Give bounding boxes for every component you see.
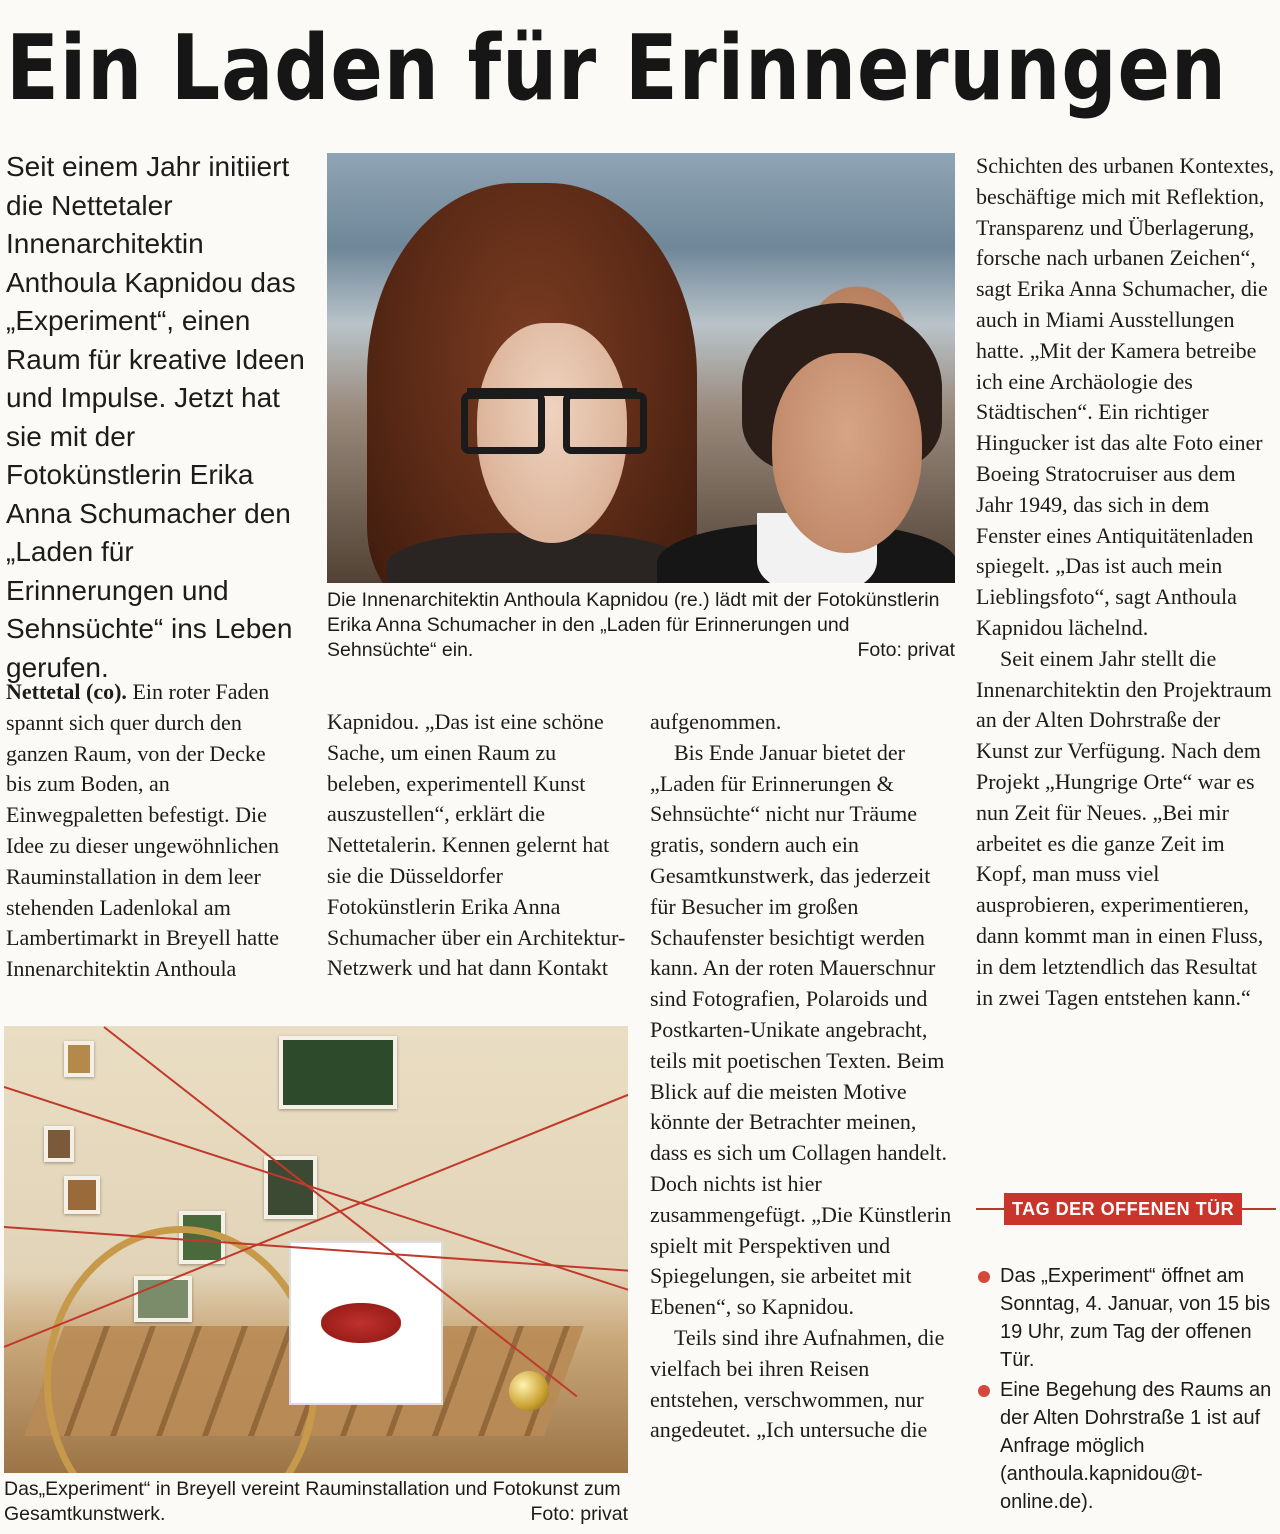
infobox-list: [976, 1262, 1276, 1518]
dateline: Nettetal (co).: [6, 679, 127, 704]
infobox-item: Eine Begehung des Raums an der Alten Dohrstraße 1 ist auf Anfrage möglich (anthoula.kapnidou@t-online.de).: [976, 1376, 1276, 1516]
photo-person-right-face: [772, 353, 922, 553]
intro-paragraph: Seit einem Jahr initiiert die Nettetaler Innenarchitektin Anthoula Kapnidou das „Experiment“, einen Raum für kreative Ideen und Impulse. Jetzt hat sie mit der Fotokünstlerin Erika Anna Schumacher den „Laden für Erinnerungen und Sehnsüchte“ ins Leben gerufen.: [6, 151, 305, 683]
photo-frame: [44, 1126, 74, 1162]
photo-frame: [64, 1176, 100, 1214]
article-col4-p2: Seit einem Jahr stellt die Innenarchitektin den Projektraum an der Alten Dohrstraße der Kunst zur Verfügung. Nach dem Projekt „Hungrige Orte“ war es nun Zeit für Neues. „Bei mir arbeitet es die ganze Zeit im Kopf, man muss viel ausprobieren, experimentieren, dann kommt man in einen Fluss, in dem letztendlich das Resultat in zwei Tagen entstehen kann.“: [976, 645, 1272, 1010]
article-col1-text: Ein roter Faden spannt sich quer durch den ganzen Raum, von der Decke bis zum Boden, an Einwegpaletten befestigt. Die Idee zu dieser ungewöhnlichen Rauminstallation in dem leer stehenden Ladenlokal am Lambertimarkt in Breyell hatte Innenarchitektin Anthoula: [6, 679, 280, 982]
photo-frame: [64, 1041, 94, 1077]
glasses-icon: [467, 388, 637, 444]
article-column-1: [6, 677, 296, 985]
infobox-item: Das „Experiment“ öffnet am Sonntag, 4. Januar, von 15 bis 19 Uhr, zum Tag der offenen Tür.: [976, 1262, 1276, 1374]
article-column-3: [650, 707, 955, 1446]
portrait-photo: [327, 153, 955, 583]
article-col2-text: Kapnidou. „Das ist eine schöne Sache, um einen Raum zu beleben, experimentell Kunst auszustellen“, erklärt die Nettetalerin. Kennen gelernt hat sie die Düsseldorfer Fotokünstlerin Erika Anna Schumacher über ein Architektur-Netzwerk und hat dann Kontakt: [327, 709, 626, 981]
headline: Ein Laden für Erinnerungen: [6, 16, 1227, 121]
installation-caption-text: Das„Experiment“ in Breyell vereint Rauminstallation und Fotokunst zum Gesamtkunstwerk.: [4, 1478, 621, 1525]
article-col4-p1: Schichten des urbanen Kontextes, beschäftige mich mit Reflektion, Transparenz und Überlagerung, forsche nach urbanen Zeichen“, sagt Erika Anna Schumacher, die auch in Miami Ausstellungen hatte. „Mit der Kamera betreibe ich eine Archäologie des Städtischen“. Ein richtiger Hingucker ist das alte Foto einer Boeing Stratocruiser aus dem Jahr 1949, das sich in dem Fenster eines Antiquitätenladen spiegelt. „Das ist auch mein Lieblingsfoto“, sagt Anthoula Kapnidou lächelnd.: [976, 153, 1275, 640]
portrait-caption: [327, 588, 955, 663]
infobox-header: [976, 1193, 1276, 1225]
article-column-2: [327, 707, 627, 984]
ring-sculpture: [44, 1226, 318, 1473]
installation-photo-credit: Foto: privat: [530, 1503, 628, 1525]
golden-sphere: [509, 1371, 549, 1411]
article-col3-p1: aufgenommen.: [650, 709, 782, 734]
portrait-photo-credit: Foto: privat: [857, 639, 955, 661]
portrait-caption-text: Die Innenarchitektin Anthoula Kapnidou (re.) lädt mit der Fotokünstlerin Erika Anna Schumacher in den „Laden für Erinnerungen und Sehnsüchte“ ein.: [327, 589, 940, 661]
installation-caption: [4, 1477, 628, 1527]
red-tree-print: [289, 1241, 443, 1405]
infobox-title: TAG DER OFFENEN TÜR: [1004, 1193, 1242, 1225]
article-col3-p3: Teils sind ihre Aufnahmen, die vielfach bei ihren Reisen entstehen, verschwommen, nur angedeutet. „Ich untersuche die: [650, 1324, 945, 1443]
installation-photo: [4, 1026, 628, 1473]
article-column-4: [976, 151, 1276, 1013]
photo-frame: [279, 1036, 397, 1109]
article-col3-p2: Bis Ende Januar bietet der „Laden für Erinnerungen & Sehnsüchte“ nicht nur Träume gratis, sondern auch ein Gesamtkunstwerk, das jederzeit für Besucher im großen Schaufenster besichtigt werden kann. An der roten Mauerschnur sind Fotografien, Polaroids und Postkarten-Unikate angebracht, teils mit poetischen Texten. Beim Blick auf die meisten Motive könnte der Betrachter meinen, dass es sich um Collagen handelt. Doch nichts ist hier zusammengefügt. „Die Künstlerin spielt mit Perspektiven und Spiegelungen, sie arbeitet mit Ebenen“, so Kapnidou.: [650, 739, 952, 1320]
